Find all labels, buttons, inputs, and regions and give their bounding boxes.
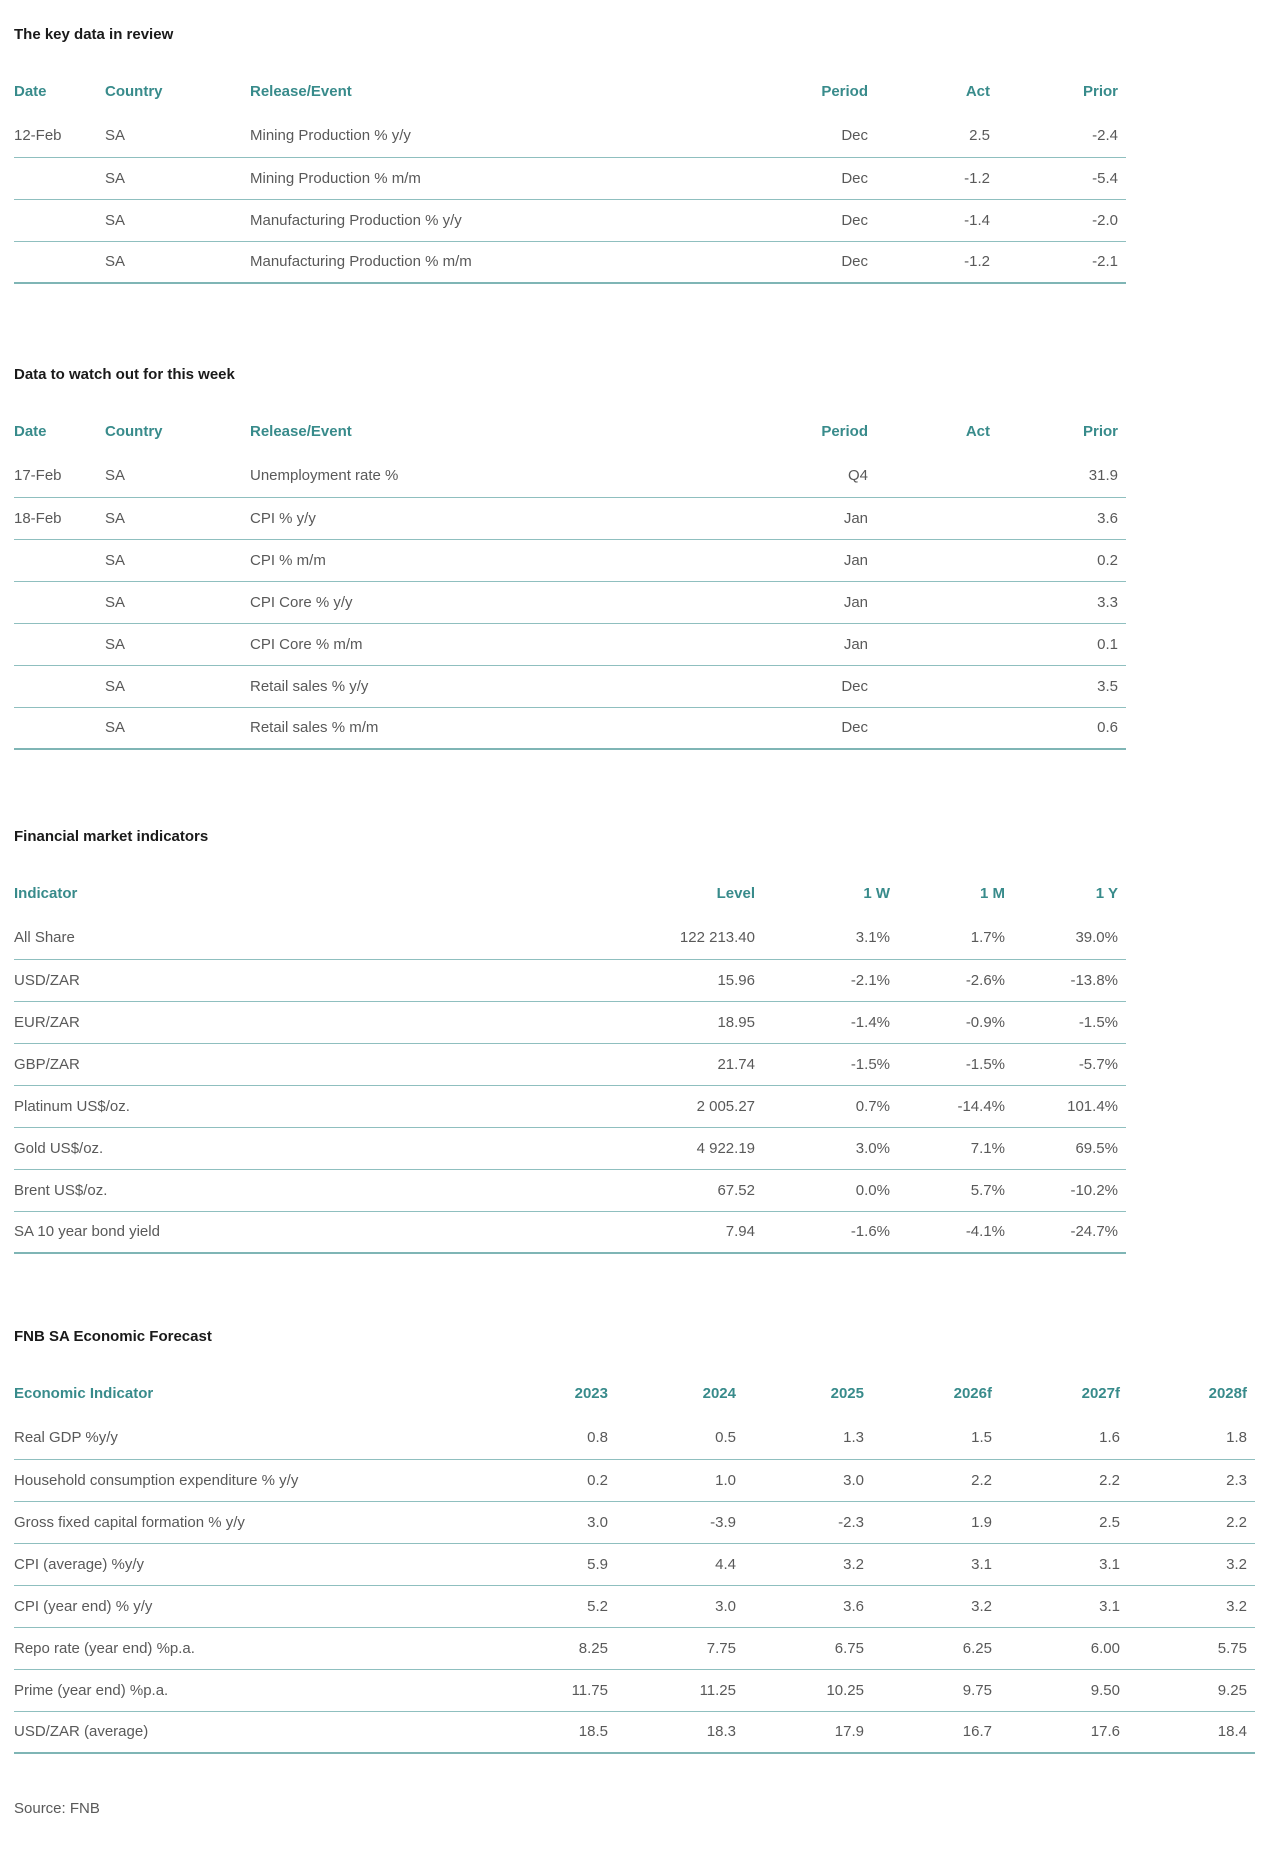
table-cell: CPI % y/y (250, 497, 654, 539)
section-economic-forecast (14, 1328, 1280, 1754)
table-cell: 0.6 (990, 707, 1126, 749)
table-cell: 18.95 (534, 1001, 755, 1043)
table-cell: 39.0% (1005, 917, 1126, 959)
column-header-1m: 1 M (979, 885, 1005, 902)
table-row (14, 497, 1126, 539)
table-cell: 5.75 (1120, 1627, 1255, 1669)
table-cell: SA (105, 199, 250, 241)
table-cell (868, 455, 990, 497)
table-cell: -0.9% (890, 1001, 1005, 1043)
table-cell (868, 707, 990, 749)
table-cell: 1.6 (992, 1417, 1120, 1459)
table-cell: 1.0 (608, 1459, 736, 1501)
table-cell: Dec (654, 115, 868, 157)
column-header-2028f: 2028f (1208, 1385, 1247, 1402)
table-cell: SA (105, 665, 250, 707)
table-cell: Mining Production % y/y (250, 115, 654, 157)
table-cell: 6.25 (864, 1627, 992, 1669)
table-cell: 67.52 (534, 1169, 755, 1211)
table-row (14, 1211, 1126, 1253)
column-header-country: Country (105, 83, 163, 100)
table-cell: -24.7% (1005, 1211, 1126, 1253)
table-cell: 1.8 (1120, 1417, 1255, 1459)
table-cell: -4.1% (890, 1211, 1005, 1253)
table-cell: -5.7% (1005, 1043, 1126, 1085)
table-body (14, 917, 1126, 1253)
table-cell: CPI Core % y/y (250, 581, 654, 623)
table-row (14, 1127, 1126, 1169)
table-cell: Dec (654, 665, 868, 707)
table-cell: 3.1 (992, 1585, 1120, 1627)
table-row (14, 539, 1126, 581)
table-cell (14, 241, 105, 283)
table-cell: -1.4 (868, 199, 990, 241)
section-title-financial-market-indicators: Financial market indicators (14, 828, 209, 845)
table-cell (14, 199, 105, 241)
table-cell: SA (105, 539, 250, 581)
table-cell: 3.6 (736, 1585, 864, 1627)
table-cell: SA (105, 581, 250, 623)
table-cell (14, 539, 105, 581)
section-data-to-watch (14, 366, 1280, 750)
table-body (14, 1417, 1255, 1753)
data-to-watch-table (14, 422, 1126, 750)
column-header-prior: Prior (1082, 83, 1118, 100)
table-cell: 1.3 (736, 1417, 864, 1459)
economic-forecast-table (14, 1384, 1255, 1754)
table-cell: Repo rate (year end) %p.a. (14, 1627, 480, 1669)
table-cell: CPI (year end) % y/y (14, 1585, 480, 1627)
table-cell: 4 922.19 (534, 1127, 755, 1169)
table-cell: 1.9 (864, 1501, 992, 1543)
table-cell: 2.3 (1120, 1459, 1255, 1501)
column-header-act: Act (965, 83, 990, 100)
table-cell (14, 623, 105, 665)
table-cell: SA 10 year bond yield (14, 1211, 534, 1253)
section-financial-market-indicators (14, 828, 1280, 1254)
table-cell: Platinum US$/oz. (14, 1085, 534, 1127)
table-cell: Jan (654, 623, 868, 665)
table-cell: 17-Feb (14, 455, 105, 497)
table-cell (868, 539, 990, 581)
table-header-row (14, 884, 1126, 917)
table-cell: 9.75 (864, 1669, 992, 1711)
table-cell: Real GDP %y/y (14, 1417, 480, 1459)
table-cell: 31.9 (990, 455, 1126, 497)
table-row (14, 1169, 1126, 1211)
table-row (14, 1669, 1255, 1711)
table-header-row (14, 82, 1126, 115)
table-cell: 3.2 (1120, 1543, 1255, 1585)
table-cell: 3.1 (992, 1543, 1120, 1585)
table-cell: EUR/ZAR (14, 1001, 534, 1043)
table-header-row (14, 422, 1126, 455)
table-cell: Manufacturing Production % y/y (250, 199, 654, 241)
table-cell: 0.1 (990, 623, 1126, 665)
table-cell: 17.9 (736, 1711, 864, 1753)
section-title-key-data-review: The key data in review (14, 26, 174, 43)
table-row (14, 959, 1126, 1001)
column-header-indicator: Indicator (14, 885, 78, 902)
table-cell: SA (105, 115, 250, 157)
table-cell: 3.3 (990, 581, 1126, 623)
table-row (14, 1459, 1255, 1501)
table-cell: -1.5% (755, 1043, 890, 1085)
table-cell: 10.25 (736, 1669, 864, 1711)
table-row (14, 157, 1126, 199)
table-row (14, 115, 1126, 157)
table-cell: Household consumption expenditure % y/y (14, 1459, 480, 1501)
table-cell: SA (105, 623, 250, 665)
table-cell: 12-Feb (14, 115, 105, 157)
column-header-2025: 2025 (830, 1385, 864, 1402)
table-cell: 69.5% (1005, 1127, 1126, 1169)
column-header-economic-indicator: Economic Indicator (14, 1385, 154, 1402)
table-cell: 6.75 (736, 1627, 864, 1669)
table-cell: 3.5 (990, 665, 1126, 707)
table-cell: 11.25 (608, 1669, 736, 1711)
table-row (14, 581, 1126, 623)
table-cell: 0.0% (755, 1169, 890, 1211)
table-cell: 18.3 (608, 1711, 736, 1753)
table-cell: 0.5 (608, 1417, 736, 1459)
table-cell: GBP/ZAR (14, 1043, 534, 1085)
table-cell: 7.94 (534, 1211, 755, 1253)
table-body (14, 115, 1126, 283)
table-cell: 3.2 (736, 1543, 864, 1585)
column-header-period: Period (821, 83, 868, 100)
table-cell: Dec (654, 707, 868, 749)
table-cell: -2.4 (990, 115, 1126, 157)
table-cell: -1.6% (755, 1211, 890, 1253)
table-cell (868, 581, 990, 623)
table-cell: 7.1% (890, 1127, 1005, 1169)
table-cell: USD/ZAR (14, 959, 534, 1001)
table-cell: -13.8% (1005, 959, 1126, 1001)
table-cell: CPI Core % m/m (250, 623, 654, 665)
table-cell: -2.6% (890, 959, 1005, 1001)
table-cell: Gross fixed capital formation % y/y (14, 1501, 480, 1543)
table-cell (868, 497, 990, 539)
table-cell: 2.2 (992, 1459, 1120, 1501)
table-cell: 9.50 (992, 1669, 1120, 1711)
column-header-2026f: 2026f (953, 1385, 992, 1402)
table-cell: CPI % m/m (250, 539, 654, 581)
table-cell: 0.8 (480, 1417, 608, 1459)
table-cell: 18.5 (480, 1711, 608, 1753)
table-cell: Dec (654, 199, 868, 241)
table-cell: -1.2 (868, 241, 990, 283)
column-header-date: Date (14, 423, 47, 440)
table-cell: 15.96 (534, 959, 755, 1001)
key-data-review-table (14, 82, 1126, 284)
table-cell: 16.7 (864, 1711, 992, 1753)
table-cell: -5.4 (990, 157, 1126, 199)
table-cell: SA (105, 707, 250, 749)
table-cell: 3.0% (755, 1127, 890, 1169)
column-header-release-event: Release/Event (250, 83, 352, 100)
section-title-data-to-watch: Data to watch out for this week (14, 366, 235, 383)
table-cell: 9.25 (1120, 1669, 1255, 1711)
table-cell: 0.2 (480, 1459, 608, 1501)
table-cell: 3.2 (1120, 1585, 1255, 1627)
source-note: Source: FNB (14, 1800, 100, 1817)
table-cell: -2.1% (755, 959, 890, 1001)
table-cell: -2.1 (990, 241, 1126, 283)
table-cell: 3.0 (608, 1585, 736, 1627)
table-cell: 3.1 (864, 1543, 992, 1585)
table-cell: 2.5 (868, 115, 990, 157)
table-cell (14, 581, 105, 623)
table-row (14, 455, 1126, 497)
table-cell: 3.2 (864, 1585, 992, 1627)
table-cell: 3.6 (990, 497, 1126, 539)
table-row (14, 1001, 1126, 1043)
table-cell (868, 665, 990, 707)
table-row (14, 1501, 1255, 1543)
table-cell: -1.4% (755, 1001, 890, 1043)
table-cell: -10.2% (1005, 1169, 1126, 1211)
table-cell: 5.2 (480, 1585, 608, 1627)
table-cell: Jan (654, 539, 868, 581)
table-cell: 4.4 (608, 1543, 736, 1585)
table-cell: 2.5 (992, 1501, 1120, 1543)
table-cell: 0.7% (755, 1085, 890, 1127)
table-cell: -2.0 (990, 199, 1126, 241)
table-cell: 21.74 (534, 1043, 755, 1085)
table-cell: Manufacturing Production % m/m (250, 241, 654, 283)
table-cell (14, 157, 105, 199)
table-row (14, 199, 1126, 241)
column-header-1w: 1 W (863, 885, 890, 902)
table-cell: Retail sales % y/y (250, 665, 654, 707)
table-cell: 2.2 (864, 1459, 992, 1501)
table-cell: -14.4% (890, 1085, 1005, 1127)
table-row (14, 917, 1126, 959)
table-cell: 3.1% (755, 917, 890, 959)
table-cell: 3.0 (480, 1501, 608, 1543)
table-cell: -1.5% (890, 1043, 1005, 1085)
table-cell: 3.0 (736, 1459, 864, 1501)
table-cell: 2.2 (1120, 1501, 1255, 1543)
table-cell: Unemployment rate % (250, 455, 654, 497)
table-body (14, 455, 1126, 749)
column-header-2024: 2024 (702, 1385, 736, 1402)
table-cell: Prime (year end) %p.a. (14, 1669, 480, 1711)
table-cell: Retail sales % m/m (250, 707, 654, 749)
table-cell: 17.6 (992, 1711, 1120, 1753)
table-row (14, 1085, 1126, 1127)
table-cell: Mining Production % m/m (250, 157, 654, 199)
column-header-release-event: Release/Event (250, 423, 352, 440)
table-cell: Dec (654, 157, 868, 199)
table-row (14, 1417, 1255, 1459)
column-header-2027f: 2027f (1081, 1385, 1120, 1402)
financial-market-indicators-table (14, 884, 1126, 1254)
table-cell (14, 665, 105, 707)
table-row (14, 1627, 1255, 1669)
column-header-2023: 2023 (574, 1385, 608, 1402)
table-cell: Q4 (654, 455, 868, 497)
table-row (14, 1543, 1255, 1585)
table-row (14, 665, 1126, 707)
table-cell (14, 707, 105, 749)
table-cell (868, 623, 990, 665)
table-cell: 11.75 (480, 1669, 608, 1711)
table-cell: SA (105, 241, 250, 283)
table-cell: 6.00 (992, 1627, 1120, 1669)
table-cell: 1.7% (890, 917, 1005, 959)
table-row (14, 1043, 1126, 1085)
table-cell: CPI (average) %y/y (14, 1543, 480, 1585)
column-header-prior: Prior (1082, 423, 1118, 440)
table-cell: 5.9 (480, 1543, 608, 1585)
table-cell: 1.5 (864, 1417, 992, 1459)
table-cell: -1.2 (868, 157, 990, 199)
table-row (14, 1585, 1255, 1627)
table-cell: 2 005.27 (534, 1085, 755, 1127)
table-header-row (14, 1384, 1255, 1417)
column-header-date: Date (14, 83, 47, 100)
table-row (14, 707, 1126, 749)
table-cell: 7.75 (608, 1627, 736, 1669)
table-cell: 18.4 (1120, 1711, 1255, 1753)
section-title-economic-forecast: FNB SA Economic Forecast (14, 1328, 212, 1345)
table-cell: SA (105, 455, 250, 497)
section-key-data-review (14, 26, 1280, 284)
table-cell: 5.7% (890, 1169, 1005, 1211)
column-header-1y: 1 Y (1095, 885, 1118, 902)
table-cell: Dec (654, 241, 868, 283)
table-cell: -2.3 (736, 1501, 864, 1543)
table-cell: Gold US$/oz. (14, 1127, 534, 1169)
table-row (14, 1711, 1255, 1753)
table-cell: SA (105, 157, 250, 199)
column-header-level: Level (716, 885, 755, 902)
table-cell: Jan (654, 497, 868, 539)
table-cell: 122 213.40 (534, 917, 755, 959)
table-row (14, 241, 1126, 283)
column-header-period: Period (821, 423, 868, 440)
table-cell: SA (105, 497, 250, 539)
table-cell: 0.2 (990, 539, 1126, 581)
table-cell: All Share (14, 917, 534, 959)
table-cell: Jan (654, 581, 868, 623)
table-cell: -3.9 (608, 1501, 736, 1543)
table-cell: 101.4% (1005, 1085, 1126, 1127)
table-cell: 8.25 (480, 1627, 608, 1669)
table-cell: -1.5% (1005, 1001, 1126, 1043)
table-cell: Brent US$/oz. (14, 1169, 534, 1211)
column-header-country: Country (105, 423, 163, 440)
table-row (14, 623, 1126, 665)
table-cell: USD/ZAR (average) (14, 1711, 480, 1753)
table-cell: 18-Feb (14, 497, 105, 539)
column-header-act: Act (965, 423, 990, 440)
